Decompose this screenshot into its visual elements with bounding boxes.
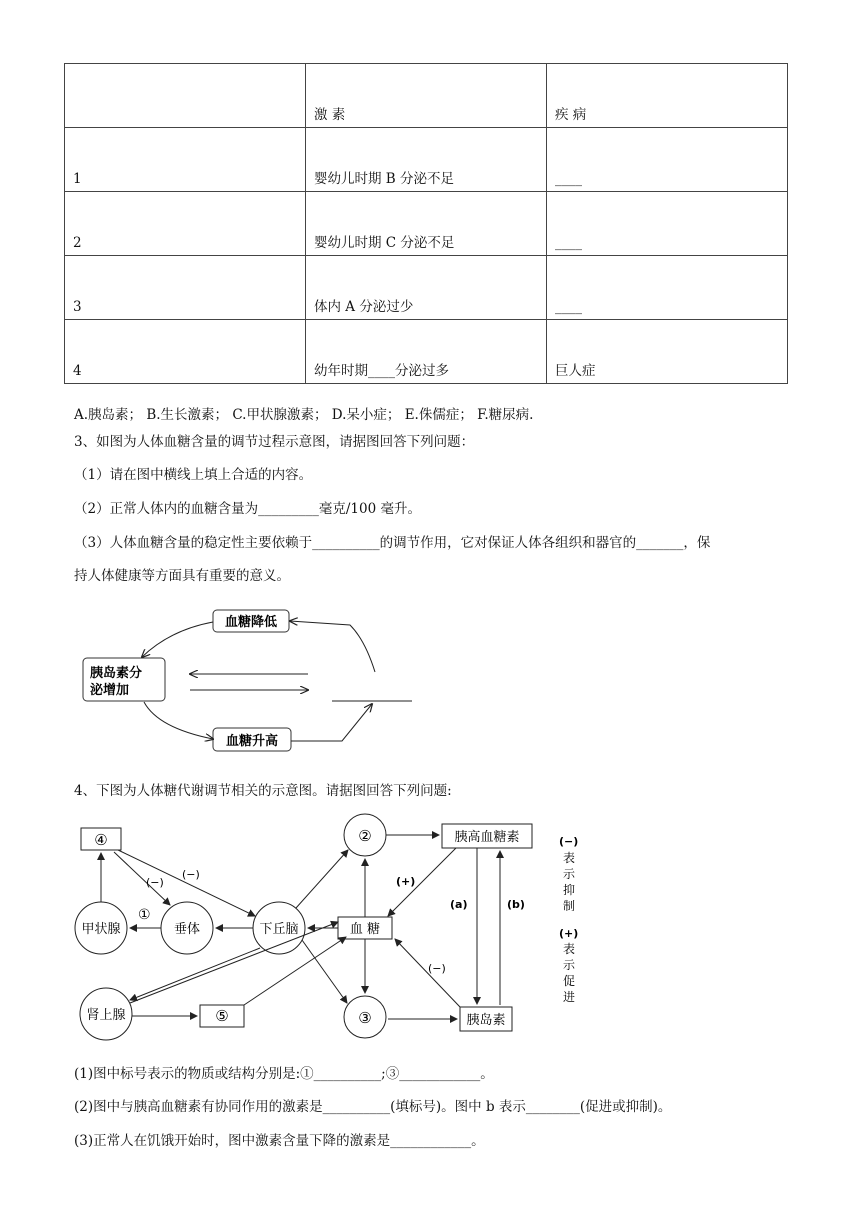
adrenal-label: 肾上腺 bbox=[86, 1008, 126, 1023]
node-5-label: ⑤ bbox=[215, 1007, 229, 1025]
plus-label: (+) bbox=[396, 875, 416, 888]
table-cell: 2 bbox=[65, 192, 306, 256]
table-row bbox=[65, 128, 788, 192]
q4-part2: (2)图中与胰高血糖素有协同作用的激素是__________(填标号)。图中 b 表示________(促进或抑制)。 bbox=[74, 1099, 672, 1115]
table-cell: 巨人症 bbox=[547, 320, 788, 384]
table-header-row bbox=[65, 64, 788, 128]
legend-plus-char: 进 bbox=[563, 990, 576, 1004]
table-cell: 婴幼儿时期 C 分泌不足 bbox=[306, 192, 547, 256]
options-line: A.胰岛素； B.生长激素； C.甲状腺激素； D.呆小症； E.侏儒症； F.糖尿病. bbox=[74, 407, 534, 423]
arrow-low-to-insulin bbox=[142, 622, 213, 657]
hormone-disease-table bbox=[64, 63, 788, 384]
q4-part1: (1)图中标号表示的物质或结构分别是:①__________;③____________。 bbox=[74, 1066, 494, 1082]
table-cell: 体内 A 分泌过少 bbox=[306, 256, 547, 320]
arrow-insulin-to-high bbox=[144, 702, 213, 739]
label-b: (b) bbox=[507, 898, 525, 911]
legend-minus-char: 制 bbox=[563, 899, 576, 913]
legend-plus-char: 表 bbox=[563, 942, 576, 956]
table-cell: ____ bbox=[547, 256, 788, 320]
blood-sugar-high-label: 血糖升高 bbox=[225, 734, 279, 749]
q3-title: 3、如图为人体血糖含量的调节过程示意图，请据图回答下列问题： bbox=[74, 434, 475, 450]
q3-part3-line1: （3）人体血糖含量的稳定性主要依赖于__________的调节作用，它对保证人体各组织和器官的_______，保 bbox=[74, 535, 711, 551]
table-cell: 1 bbox=[65, 128, 306, 192]
q3-part1: （1）请在图中横线上填上合适的内容。 bbox=[74, 467, 313, 483]
legend-plus-char: 促 bbox=[563, 974, 576, 988]
table-row bbox=[65, 320, 788, 384]
thyroid-label: 甲状腺 bbox=[81, 922, 121, 937]
arrow-right-to-low bbox=[290, 621, 375, 672]
glucagon-label: 胰高血糖素 bbox=[454, 830, 520, 845]
glucose-metabolism-diagram bbox=[70, 812, 610, 1042]
table-header-cell bbox=[65, 64, 306, 128]
table-row bbox=[65, 192, 788, 256]
arrow-hypothalamus-to-adrenal bbox=[130, 948, 260, 1000]
table-cell: ____ bbox=[547, 128, 788, 192]
node-2-label: ② bbox=[358, 827, 372, 845]
table-cell: ____ bbox=[547, 192, 788, 256]
legend-plus-char: 示 bbox=[563, 958, 576, 972]
table-cell: 3 bbox=[65, 256, 306, 320]
insulin-increase-label-2: 泌增加 bbox=[90, 683, 130, 698]
legend-plus: (+) bbox=[559, 927, 579, 940]
table-cell: 幼年时期____分泌过多 bbox=[306, 320, 547, 384]
arrow-hypothalamus-to-3 bbox=[302, 940, 347, 1003]
blood-sugar-low-label: 血糖降低 bbox=[224, 615, 278, 630]
arrow-hypothalamus-to-2 bbox=[296, 850, 348, 908]
q4-part3: (3)正常人在饥饿开始时，图中激素含量下降的激素是____________。 bbox=[74, 1133, 485, 1149]
minus-label-2: (−) bbox=[182, 868, 200, 881]
q4-title: 4、下图为人体糖代谢调节相关的示意图。请据图回答下列问题: bbox=[74, 783, 452, 799]
q3-part2: （2）正常人体内的血糖含量为_________毫克/100 毫升。 bbox=[74, 501, 421, 517]
insulin-increase-label-1: 胰岛素分 bbox=[90, 666, 143, 681]
minus-label-1: (−) bbox=[146, 876, 164, 889]
blood-sugar-label: 血 糖 bbox=[349, 922, 381, 937]
arrow-adrenal-to-sugar bbox=[130, 922, 338, 1003]
legend-minus-char: 抑 bbox=[563, 883, 576, 897]
node-4-label: ④ bbox=[94, 831, 108, 849]
insulin-label: 胰岛素 bbox=[466, 1013, 506, 1028]
q3-part3-line2: 持人体健康等方面具有重要的意义。 bbox=[74, 568, 290, 584]
table-header-cell: 疾 病 bbox=[547, 64, 788, 128]
pituitary-label: 垂体 bbox=[173, 922, 201, 937]
table-row bbox=[65, 256, 788, 320]
table-header-cell: 激 素 bbox=[306, 64, 547, 128]
table-cell: 婴幼儿时期 B 分泌不足 bbox=[306, 128, 547, 192]
legend-minus-char: 示 bbox=[563, 867, 576, 881]
blood-sugar-regulation-diagram bbox=[80, 600, 420, 760]
hypothalamus-label: 下丘脑 bbox=[259, 922, 299, 937]
node-3-label: ③ bbox=[358, 1009, 372, 1027]
legend-minus-char: 表 bbox=[563, 851, 576, 865]
legend-minus: (−) bbox=[559, 835, 579, 848]
table-cell: 4 bbox=[65, 320, 306, 384]
node-1-label: ① bbox=[138, 907, 151, 923]
minus-label-3: (−) bbox=[428, 962, 446, 975]
arrow-high-to-blank bbox=[291, 704, 372, 741]
label-a: (a) bbox=[450, 898, 468, 911]
